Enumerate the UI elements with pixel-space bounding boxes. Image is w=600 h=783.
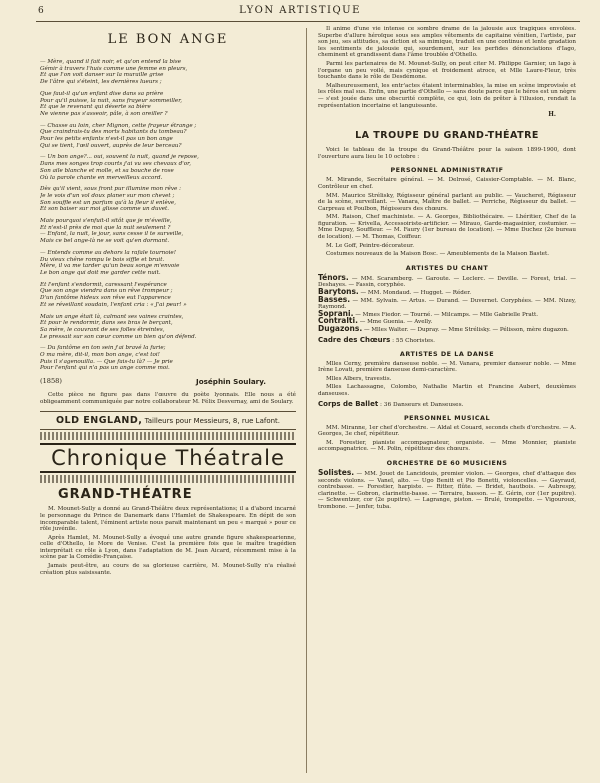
- voice-role: Soprani.: [318, 308, 354, 318]
- poem-line: Mais pourquoi s'enfuit-il sitôt que je m'éveille,: [40, 218, 172, 225]
- poem-line: Puis il s'agenouilla. — Que fais-tu là? — Je prie: [40, 358, 173, 365]
- poem-stanza: [40, 154, 296, 181]
- voice-names: — Mme Guenia. — Avelly.: [357, 319, 433, 326]
- admin-entry: MM. Maurice Strélisky, Régisseur général parlant au public. — Vaucheret, Régisseur de la scène, surveillant. — Vanara, Maître de ballet. — Perriche, Régisseur du ballet. — Carpreau et Poulbon, Régisseurs des chœurs.: [318, 192, 576, 212]
- chronique-title: Chronique Théatrale: [40, 443, 296, 473]
- poem-stanza: [40, 186, 296, 213]
- poem-stanza: [40, 314, 296, 341]
- poem-line: Du vieux chêne rompu le bois siffle et bruit.: [40, 256, 165, 263]
- poem-author: Joséphin Soulary.: [196, 377, 266, 387]
- chronique-paragraph: Après Hamlet, M. Mounet-Sully a évoqué une autre grande figure shakespearienne, celle d'Othello, le More de Venise. C'est la première fois que le maître tragédien interprétait ce rôle à Lyon, dans l'adaptation de M. Jean Aicard, récemment mise à la scène par la Comédie-Française.: [40, 534, 296, 561]
- poem-signature-row: [40, 377, 296, 386]
- musical-entry: MM. Miranne, 1er chef d'orchestre. — Aldal et Couard, seconds chefs d'orchestre. — A. Georges, 3e chef, répétiteur.: [318, 424, 576, 438]
- section-heading-danse: ARTISTES DE LA DANSE: [399, 349, 495, 358]
- voice-role: Barytons.: [318, 287, 359, 297]
- divider-rule: [40, 429, 296, 430]
- chant-entry: [318, 289, 576, 297]
- danse-entry: Mlles Cerny, première danseuse noble. — M. Vanara, premier danseur noble. — Mme Irène Lovati, première danseuse demi-caractère.: [318, 360, 576, 374]
- voice-role: Basses.: [318, 294, 351, 304]
- chronique-paragraph: Jamais peut-être, au cours de sa glorieuse carrière, M. Mounet-Sully n'a réalisé création plus saisissante.: [40, 563, 296, 576]
- poem-stanza: [40, 91, 296, 118]
- journal-title: LYON ARTISTIQUE: [239, 5, 361, 16]
- poem-line: Ne vienne pas s'asseoir, pâle, à son oreiller ?: [40, 110, 168, 117]
- admin-entry: Costumes nouveaux de la Maison Bosc. — Ameublements de la Maison Bastet.: [326, 251, 549, 258]
- section-heading-chant: ARTISTES DU CHANT: [405, 263, 489, 272]
- poem-line: Sa mère, le couvrant de ses folles étreintes,: [40, 326, 165, 333]
- troupe-title: LA TROUPE DU GRAND-THÉATRE: [355, 130, 539, 142]
- ballet-corps-label: Corps de Ballet: [318, 399, 379, 408]
- poem-line: Gémir à travers l'huis comme une femme en pleurs,: [40, 65, 188, 72]
- poem-line: Le bon ange qui doit me garder cette nuit.: [40, 269, 161, 276]
- poem-line: Qui se tient, l'œil ouvert, auprès de leur berceau?: [40, 142, 182, 149]
- poem-line: Dès qu'il vient, sous front pur illumine mon rêve :: [40, 186, 181, 193]
- poem-line: Que craindrais-tu des morts habitants du tombeau?: [40, 129, 187, 136]
- poem-line: Mais un ange était là, calmant ses vaines craintes,: [40, 313, 184, 320]
- voice-role: Ténors.: [318, 272, 349, 282]
- poem-line: Son souffle est un parfum qu'à la fleur il enlève,: [40, 199, 177, 206]
- voice-names: — Mlles Walter. — Dupray. — Mme Strélisky. — Pélisson, mère dugazon.: [362, 327, 569, 333]
- column-divider: [306, 28, 307, 773]
- grand-theatre-heading: GRAND-THÉATRE: [58, 487, 193, 503]
- poem-stanza: [40, 282, 296, 309]
- divider-rule: [40, 411, 296, 412]
- poem-line: — Du fantôme en ton sein j'ai bravé la furie;: [40, 345, 166, 352]
- poem-line: Mère, il va me tarder qu'un beau songe m'envoie: [40, 263, 180, 270]
- ballet-corps: [318, 400, 576, 408]
- poem-line: — Un bon ange?... oui, souvent la nuit, quand je repose,: [40, 154, 199, 161]
- admin-entry: M. Mirande, Secrétaire général. — M. Delrosé, Caissier-Comptable. — M. Blanc, Contrôleur en chef.: [318, 177, 576, 190]
- chronique-signoff: H.: [548, 111, 556, 119]
- poem-line: Et se réveillant soudain, l'enfant cria : « J'ai peur! »: [40, 301, 187, 308]
- poem-line: — Chasse au loin, cher Mignon, cette frayeur étrange ;: [40, 122, 197, 129]
- poem-line: Et n'est-il près de moi que la nuit seulement ?: [40, 224, 171, 231]
- poem-line: — Entends comme au dehors la rafale tournoie!: [40, 249, 176, 256]
- choir-frame-count: : 55 Choristes.: [390, 337, 435, 344]
- poem-stanza: [40, 123, 296, 150]
- poem-line: Pour les petits enfants n'est-il pas un bon ange: [40, 136, 173, 143]
- admin-entry: MM. Raison, Chef machiniste. — A. Georges, Bibliothécaire. — Lhéritier, Chef de la figuration. — Krivella, Accessoiriste-artificier. — Mirauo, Garde-magasinier, costumier. — Mme Dupuy, Souffleur. — M. Faury (1er bureau de location). — Mme Duchez (2e bureau de location). — M. Thomas, Coiffeur.: [318, 214, 576, 241]
- poem-stanza: [40, 59, 296, 86]
- voice-role: Contralti.: [318, 316, 358, 326]
- voice-names: — MM. Sylvain. — Artus. — Durand. — Duvernet. Coryphées. — MM. Nizey, Raymond.: [318, 297, 576, 311]
- poem-line: De l'âtre qui s'éteint, les dernières lueurs ;: [40, 79, 162, 86]
- poem-line: Le pressait sur son cœur comme un bien qu'on défend.: [40, 333, 197, 340]
- poem-line: Et que l'on voit danser sur la muraille grise: [40, 72, 164, 79]
- page-number: 6: [38, 6, 44, 16]
- poem-line: Où la parole chante en merveilleux accord.: [40, 174, 163, 181]
- poem-line: — Enfant, la nuit, le jour, sans cesse il te surveille,: [40, 231, 184, 238]
- poem-line: Je le vois d'un vol doux planer sur mon chevet ;: [40, 192, 175, 199]
- chronique-paragraph: M. Mounet-Sully a donné au Grand-Théâtre deux représentations; il a d'abord incarné le personnage du Prince de Danemark dans l'Hamlet de Shakespeare. En dépit de son incomparable talent, l'éminent artiste nous parait maintenant un peu « marqué » pour ce rôle juvénile.: [40, 506, 296, 533]
- chant-entry: [318, 294, 576, 311]
- poem-stanza: [40, 218, 296, 245]
- right-column: [318, 26, 576, 776]
- poem-line: Et que le revenant qui déserte sa bière: [40, 104, 151, 111]
- poem-line: Que faut-il qu'un enfant dise dans sa prière: [40, 90, 164, 97]
- poem-note: Cette pièce ne figure pas dans l'œuvre du poète lyonnais. Elle nous a été obligeamment communiquée par notre collaborateur M. Félix Desvernay, ami de Soulary.: [40, 392, 296, 405]
- voice-names: — MM. Scaramberg. — Garoute. — Leclerc. — Deville. — Forest, trial. — Deshayes. — Fassin, coryphée.: [318, 275, 576, 289]
- left-column: [40, 26, 296, 776]
- section-heading-admin: PERSONNEL ADMINISTRATIF: [390, 166, 504, 175]
- ad-brand: OLD ENGLAND,: [55, 415, 143, 427]
- ornamental-border: [40, 475, 296, 483]
- danse-entry: Mlles Lachassagne, Colombo, Nathalie Martin et Francine Aubert, deuxièmes danseuses.: [318, 384, 576, 397]
- danse-entry: Mlles Albers, travestis.: [326, 375, 392, 382]
- section-heading-orchestre: ORCHESTRE DE 60 MUSICIENS: [386, 458, 508, 467]
- page-header: [0, 0, 600, 22]
- chronique-paragraph: Parmi les partenaires de M. Mounet-Sully, on peut citer M. Philippe Garnier, un Iago à l'organe un peu voilé, mais cynique et froidement atroce, et Mlle Laure-Fleur, très touchante dans le rôle de Desdémone.: [318, 60, 576, 81]
- poem-stanza: [40, 345, 296, 372]
- poem-line: — Mère, quand il fait noir, et qu'on entend la bise: [40, 59, 182, 65]
- section-heading-musical: PERSONNEL MUSICAL: [403, 413, 491, 422]
- voice-names: — MM. Mondaud. — Hugget. — Réder.: [358, 290, 472, 297]
- voice-names: — Mmes Fiedor. — Tourné. — Milcamps. — Mlle Gabrielle Pratt.: [353, 311, 539, 318]
- poem-line: Pour l'enfant qui n'a pas un ange comme moi.: [40, 365, 170, 372]
- choir-frame-label: Cadre des Chœurs: [318, 335, 391, 344]
- poem-line: Pour qu'il puisse, la nuit, sans frayeur sommeiller,: [40, 97, 183, 104]
- poem-line: Et pour le rendormir, dans ses bras le berçant,: [40, 320, 173, 327]
- poem-line: Dans mes songes trop courts j'ai vu ses chevaux d'or,: [40, 161, 191, 168]
- chant-entry: [318, 326, 576, 334]
- header-rule: [36, 21, 580, 22]
- poem-title: LE BON ANGE: [107, 32, 229, 47]
- ballet-corps-count: : 36 Danseurs et Danseuses.: [378, 401, 464, 408]
- musical-entry: M. Forestier, pianiste accompagnateur, organiste. — Mme Monnier, pianiste accompagnatrice. — M. Polin, répétiteur des chœurs.: [318, 439, 576, 453]
- ornamental-border: [40, 432, 296, 440]
- poem-body: [40, 59, 296, 372]
- poem-year: (1858): [40, 377, 62, 386]
- troupe-intro: Voici le tableau de la troupe du Grand-Théâtre pour la saison 1899-1900, dont l'ouverture aura lieu le 10 octobre :: [318, 147, 576, 160]
- poem-line: Et son baiser sur moi glisse comme un duvet.: [40, 206, 170, 213]
- poem-line: Que son ange viendra dans un rêve trompeur ;: [40, 288, 173, 295]
- orchestra-entry: [318, 467, 576, 511]
- advertisement: [40, 415, 296, 426]
- poem-line: D'un fantôme hideux son rêve eut l'apparence: [40, 295, 171, 302]
- poem-line: Son aile blanche et molle, et sa bouche de rose: [40, 167, 174, 174]
- poem-line: Mais ce bel ange-là ne se voit qu'en dormant.: [40, 238, 170, 245]
- ad-text: Tailleurs pour Messieurs, 8, rue Lafont.: [144, 417, 281, 426]
- poem-line: O ma mère, dit-il, mon bon ange, c'est toi!: [40, 352, 160, 359]
- soloists-names: — MM. Jouet de Lancidouis, premier violon. — Georges, chef d'attaque des seconds violons. — Vanel, alto. — Ugo Benitt et Pio Bonetti, violoncelles. — Gayraud, contrebasse. — Forestier, harpiste. — Ritter, flûte. — Bridet, hautbois. — Aubrespy, clarinette. — Gobron, clarinette-basse. — Terraire, basson. — E. Gérin, cor (1er pupitre). — Schwentzer, cor (2e pupitre). — Lagrange, piston. — Brulé, trompette. — Vigouroux, trombone. — Jenfer, tuba.: [318, 470, 576, 510]
- choir-frame: [318, 336, 576, 344]
- poem-line: Et l'enfant s'endormit, caressant l'espérance: [40, 281, 167, 288]
- admin-entry: M. Le Goff, Peintre-décorateur.: [326, 242, 414, 249]
- poem-stanza: [40, 250, 296, 277]
- chronique-paragraph: Malheureusement, les entr'actes étaient interminables, la mise en scène improvisée et les rôles mal sus. Enfin, une partie d'Othello — sans doute parce que le héros est un nègre — s'est jouée dans une obscurité complète, ce qui, loin de prêter à l'illusion, rendait la représentation incertaine et languissante.: [318, 82, 576, 109]
- soloists-label: Solistes.: [318, 467, 355, 477]
- chronique-paragraph: Il anime d'une vie intense ce sombre drame de la jalousie aux tragiques envolées. Superbe d'allure héroïque sous ses amples vêtements de capitaine vénitien, l'artiste, par son jeu, ses attitudes, sa diction et sa mimique, traduit en une continue et lente gradation les sentiments de jalousie qui, sourdement, sur les perfides dénonciations d'Iago, cheminent et grandissent dans l'âme troublée d'Othello.: [318, 26, 576, 59]
- voice-role: Dugazons.: [318, 324, 363, 333]
